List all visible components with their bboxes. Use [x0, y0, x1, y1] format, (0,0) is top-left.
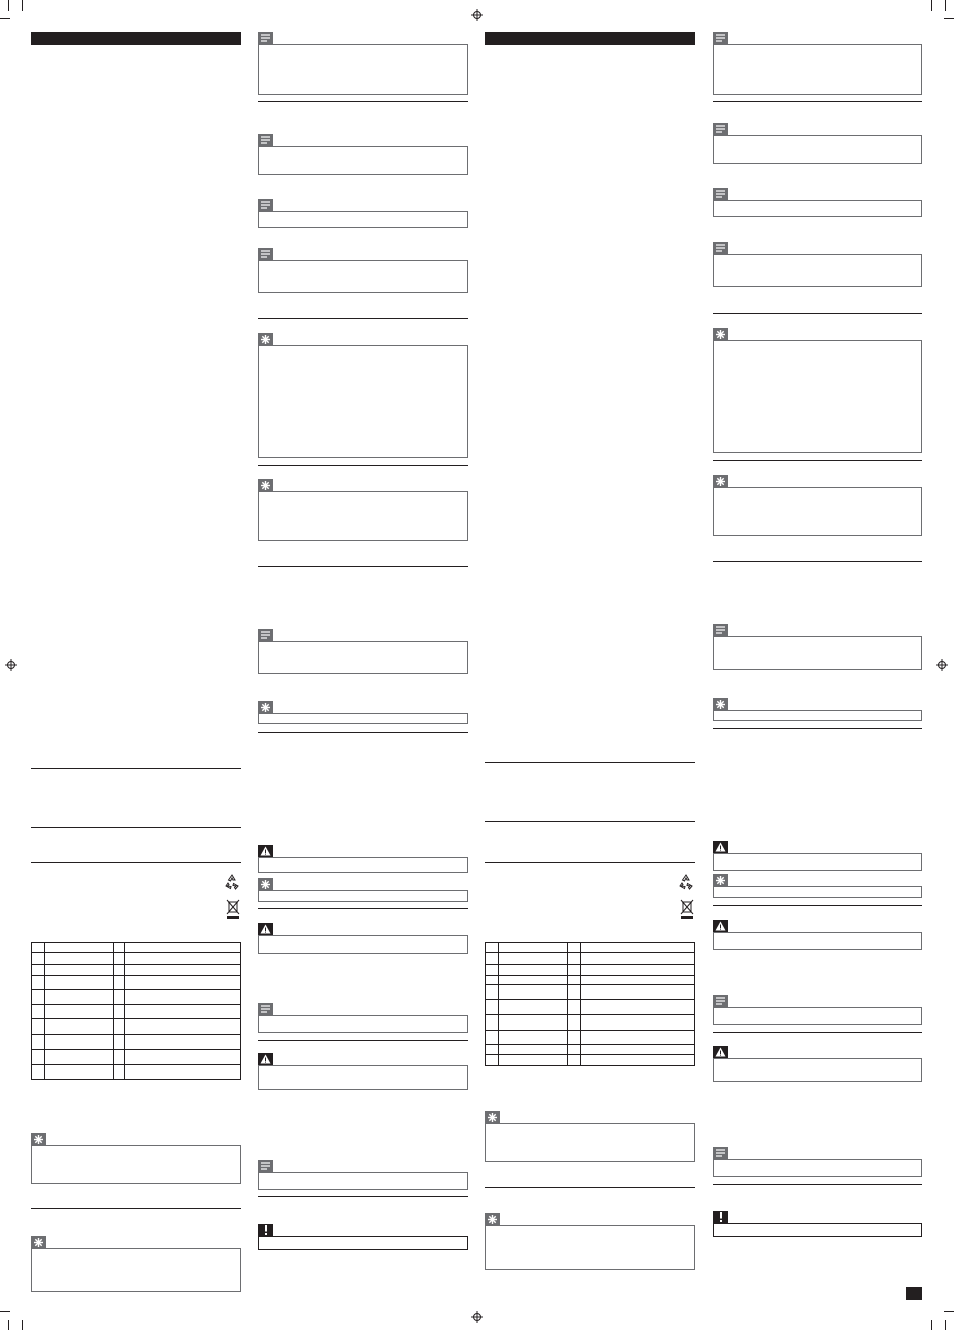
note-icon	[713, 188, 728, 200]
warning-icon	[258, 845, 273, 857]
section-divider	[258, 465, 468, 466]
tip-icon	[31, 1236, 46, 1248]
tip-icon	[258, 701, 273, 713]
warning-icon	[713, 1046, 728, 1058]
note-box	[258, 1015, 468, 1033]
registration-mark-icon	[471, 9, 483, 21]
note-box	[258, 1172, 468, 1190]
section-divider	[31, 862, 241, 863]
warning-icon	[713, 920, 728, 932]
note-icon	[713, 32, 728, 44]
note-icon	[258, 1003, 273, 1015]
registration-mark-icon	[5, 659, 17, 671]
tip-icon	[31, 1133, 46, 1145]
warning-box	[713, 853, 922, 871]
warning-box	[713, 1058, 922, 1082]
note-icon	[258, 629, 273, 641]
section-divider	[713, 728, 922, 729]
tip-icon	[485, 1213, 500, 1225]
tip-box	[31, 1145, 241, 1184]
tip-icon	[713, 874, 728, 886]
section-divider	[485, 862, 695, 863]
registration-mark-icon	[936, 659, 948, 671]
caution-box	[713, 1223, 922, 1237]
tip-box	[485, 1225, 695, 1270]
section-divider	[713, 1032, 922, 1033]
note-icon	[258, 199, 273, 211]
warning-box	[258, 1065, 468, 1090]
note-icon	[258, 134, 273, 146]
section-divider	[258, 908, 468, 909]
note-box	[258, 641, 468, 674]
tip-box	[713, 340, 922, 453]
warning-box	[258, 935, 468, 954]
section-divider	[258, 566, 468, 567]
crossed-bin-icon	[679, 898, 695, 920]
note-icon	[258, 1160, 273, 1172]
note-icon	[713, 995, 728, 1007]
crossed-bin-icon	[225, 898, 241, 920]
recycle-icon	[223, 873, 241, 891]
tip-box	[713, 710, 922, 721]
section-divider	[713, 561, 922, 562]
caution-icon	[258, 1224, 273, 1236]
note-icon	[713, 123, 728, 135]
tip-box	[258, 345, 468, 458]
section-divider	[31, 768, 241, 769]
tip-icon	[258, 479, 273, 491]
note-icon	[258, 32, 273, 44]
note-icon	[258, 248, 273, 260]
note-icon	[713, 242, 728, 254]
note-icon	[713, 624, 728, 636]
section-divider	[713, 313, 922, 314]
section-divider	[713, 905, 922, 906]
section-divider	[31, 827, 241, 828]
specification-table	[485, 942, 695, 1066]
section-divider	[258, 1040, 468, 1041]
section-divider	[713, 1184, 922, 1185]
section-divider	[31, 1208, 241, 1209]
section-header-bar	[31, 32, 241, 45]
section-divider	[258, 101, 468, 102]
warning-box	[713, 932, 922, 950]
note-icon	[713, 1147, 728, 1159]
note-box	[258, 211, 468, 228]
specification-table	[31, 942, 241, 1080]
tip-icon	[713, 328, 728, 340]
note-box	[713, 135, 922, 164]
section-divider	[258, 318, 468, 319]
note-box	[713, 636, 922, 670]
section-divider	[713, 101, 922, 102]
page-number-tab	[906, 1287, 922, 1300]
tip-box	[485, 1123, 695, 1162]
tip-box	[713, 886, 922, 898]
tip-icon	[258, 878, 273, 890]
note-box	[713, 44, 922, 95]
section-divider	[258, 1196, 468, 1197]
note-box	[713, 254, 922, 287]
tip-box	[258, 713, 468, 724]
tip-box	[31, 1248, 241, 1292]
warning-icon	[258, 923, 273, 935]
tip-icon	[485, 1111, 500, 1123]
note-box	[258, 44, 468, 95]
warning-icon	[258, 1053, 273, 1065]
section-divider	[485, 1187, 695, 1188]
section-divider	[258, 732, 468, 733]
caution-box	[258, 1236, 468, 1250]
tip-box	[713, 487, 922, 536]
note-box	[713, 1159, 922, 1177]
note-box	[258, 260, 468, 293]
tip-box	[258, 890, 468, 902]
caution-icon	[713, 1211, 728, 1223]
tip-box	[258, 491, 468, 541]
note-box	[713, 200, 922, 217]
section-divider	[713, 460, 922, 461]
tip-icon	[258, 333, 273, 345]
registration-mark-icon	[471, 1311, 483, 1323]
tip-icon	[713, 475, 728, 487]
note-box	[713, 1007, 922, 1025]
section-divider	[485, 762, 695, 763]
recycle-icon	[677, 873, 695, 891]
warning-icon	[713, 841, 728, 853]
warning-box	[258, 857, 468, 873]
note-box	[258, 146, 468, 175]
section-header-bar	[485, 32, 695, 45]
section-divider	[485, 821, 695, 822]
tip-icon	[713, 698, 728, 710]
